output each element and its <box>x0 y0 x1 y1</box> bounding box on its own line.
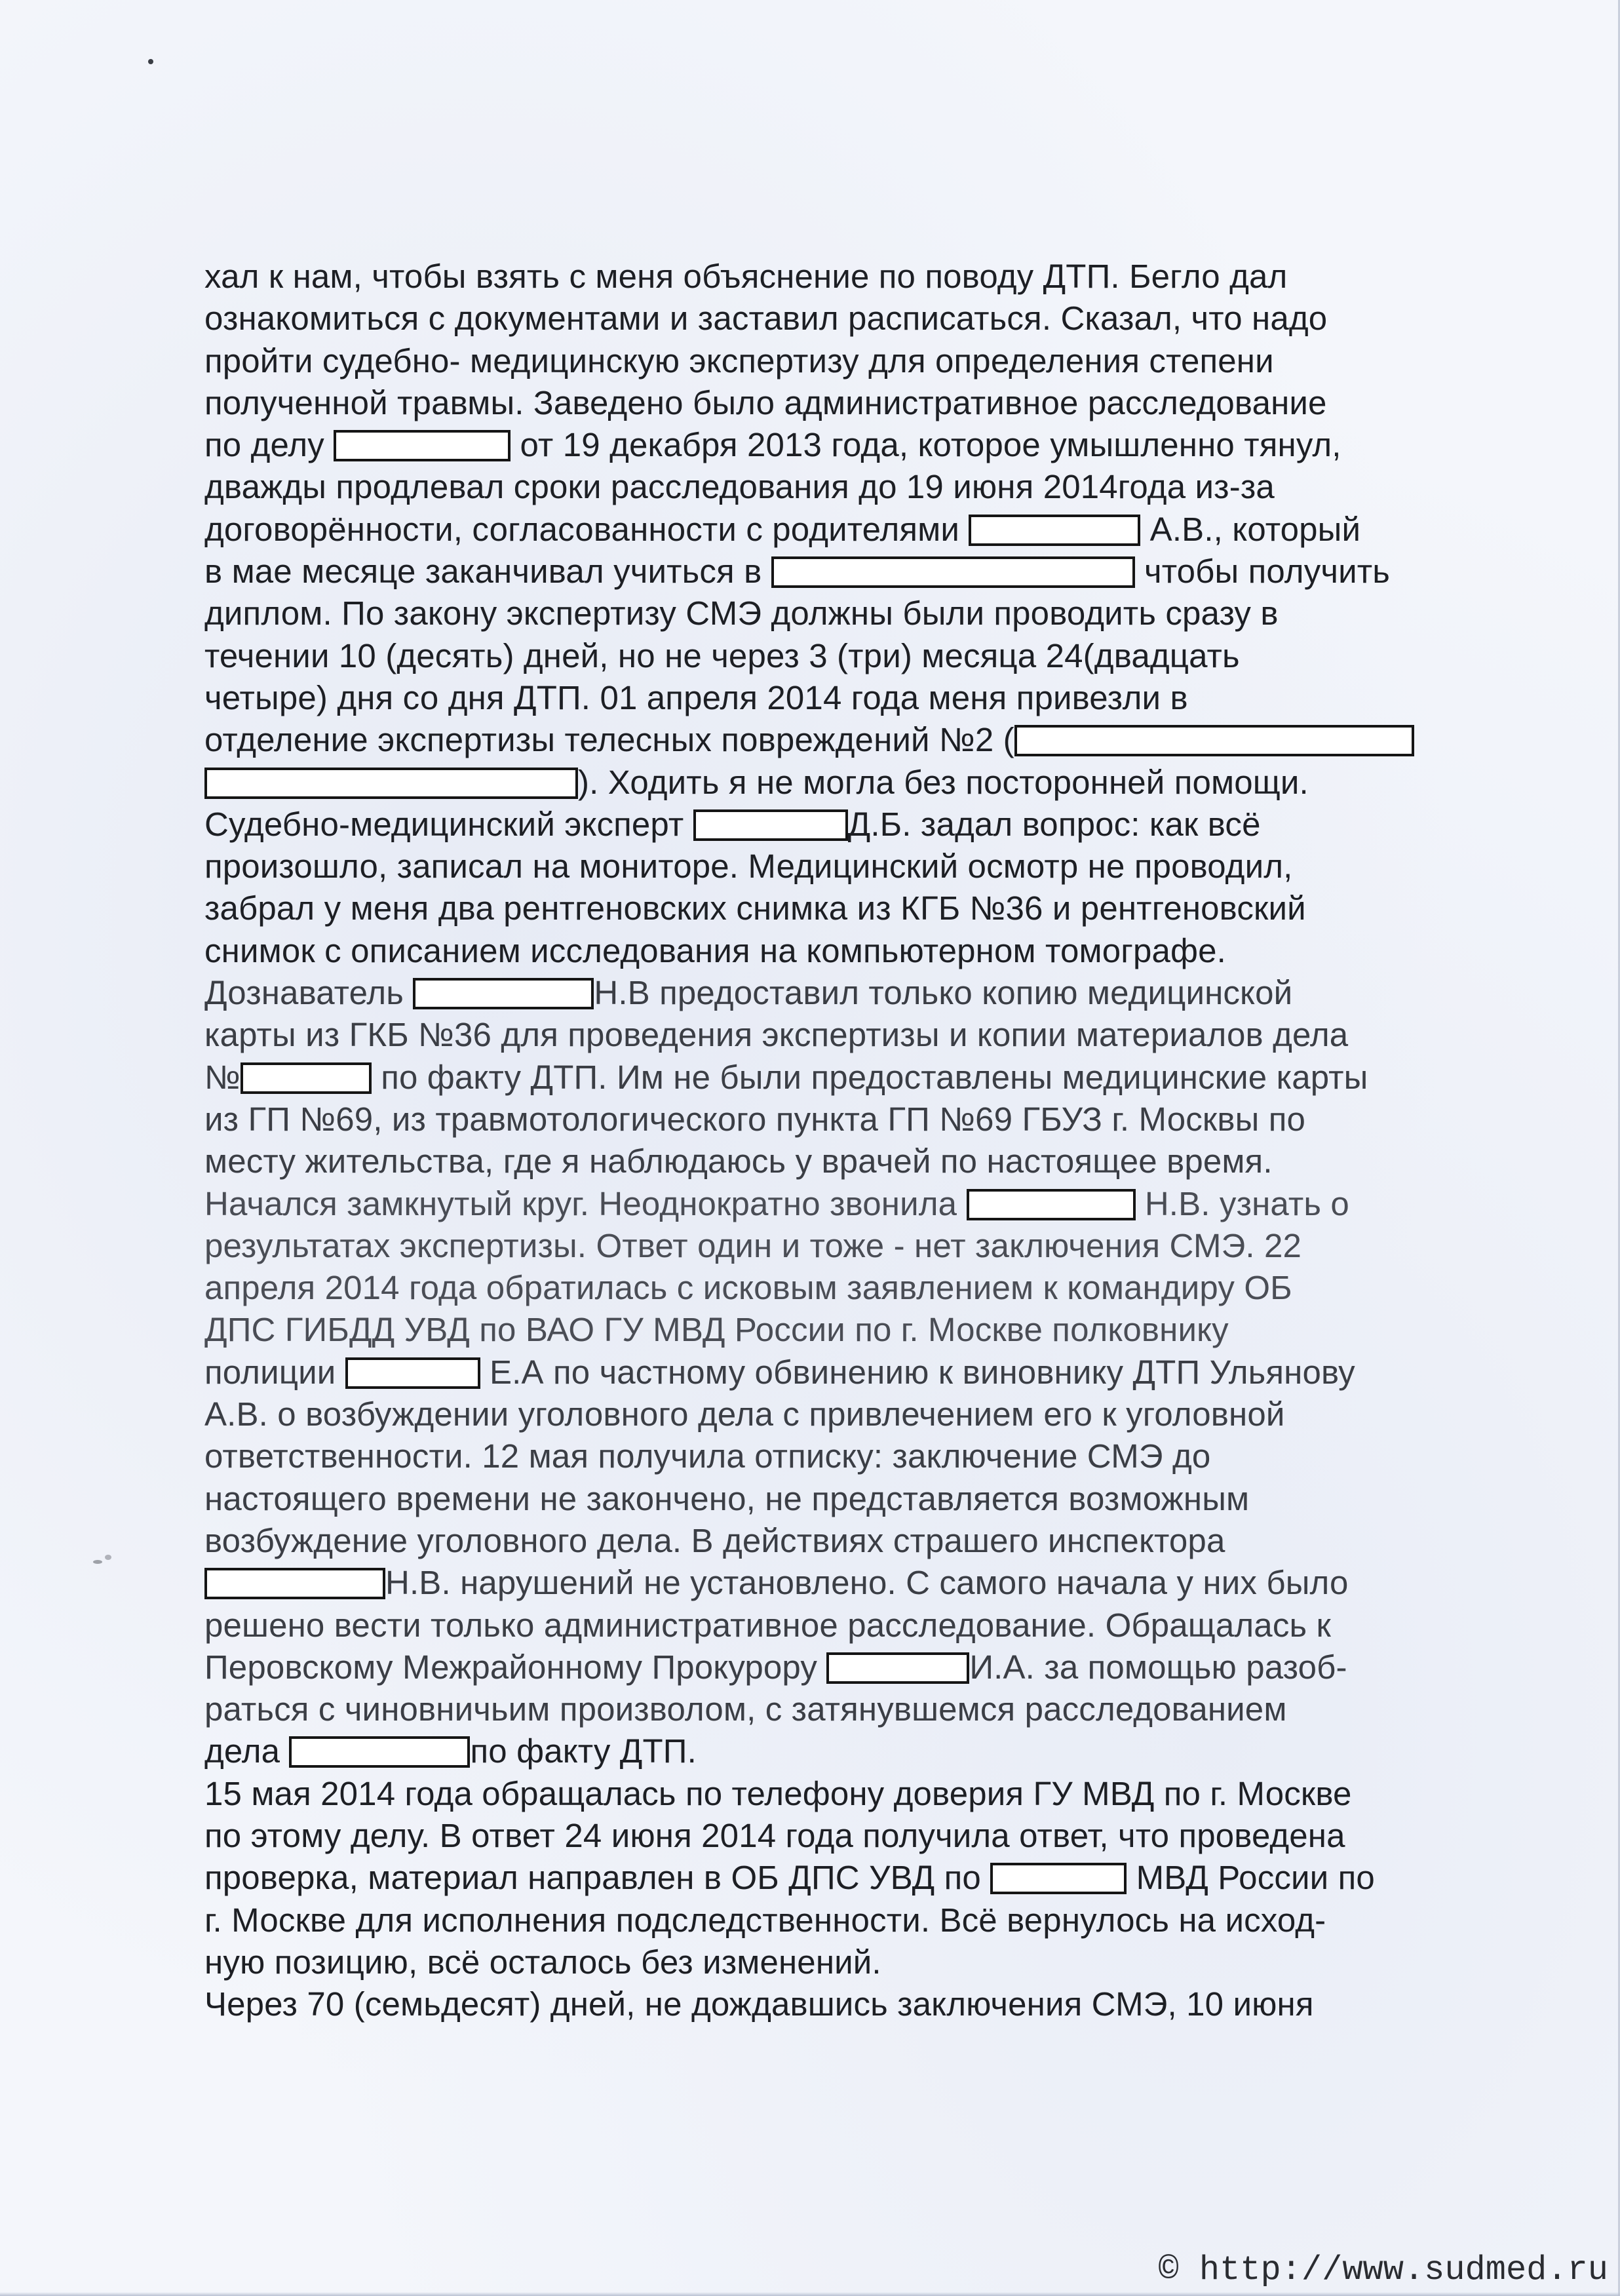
text-segment: договорённости, согласованности с родителями <box>204 510 969 548</box>
text-segment: дела <box>204 1732 290 1770</box>
text-segment: по факту ДТП. <box>470 1732 697 1770</box>
text-line: произошло, записал на мониторе. Медицинский осмотр не проводил, <box>204 847 1293 885</box>
text-line: ознакомиться с документами и заставил расписаться. Сказал, что надо <box>204 300 1328 338</box>
text-line: полученной травмы. Заведено было административное расследование <box>204 383 1327 421</box>
text-line: ДПС ГИБДД УВД по ВАО ГУ МВД России по г. Москве полковнику <box>204 1311 1229 1349</box>
text-segment: в мае месяце заканчивал учиться в <box>204 553 771 591</box>
redaction-box <box>334 430 511 461</box>
text-segment: Е.А по частному обвинению к виновнику ДТП Ульянову <box>480 1353 1355 1391</box>
text-segment: по делу <box>204 426 334 464</box>
text-segment: полиции <box>204 1353 345 1391</box>
text-line: карты из ГКБ №36 для проведения экспертизы и копии материалов дела <box>204 1016 1349 1054</box>
redaction-box <box>969 515 1140 546</box>
text-line <box>204 1646 1515 1688</box>
text-line <box>204 1183 1515 1225</box>
text-line <box>204 424 1515 466</box>
scan-speck <box>93 1560 102 1564</box>
text-segment: от 19 декабря 2013 года, которое умышленно тянул, <box>511 426 1341 464</box>
text-line: по этому делу. В ответ 24 июня 2014 года получила ответ, что проведена <box>204 1816 1345 1854</box>
text-segment: А.В., который <box>1140 510 1361 548</box>
text-line: результатах экспертизы. Ответ один и тоже - нет заключения СМЭ. 22 <box>204 1226 1302 1264</box>
text-segment: чтобы получить <box>1134 553 1390 591</box>
text-line: г. Москве для исполнения подследственности. Всё вернулось на исход- <box>204 1901 1326 1939</box>
text-segment: проверка, материал направлен в ОБ ДПС УВД по <box>204 1859 991 1897</box>
text-segment: Н.В предоставил только копию медицинской <box>594 974 1293 1012</box>
text-line <box>204 804 1515 846</box>
text-line: пройти судебно- медицинскую экспертизу для определения степени <box>204 341 1274 379</box>
text-line: течении 10 (десять) дней, но не через 3 (три) месяца 24(двадцать <box>204 636 1240 674</box>
text-segment: Судебно-медицинский эксперт <box>204 805 693 843</box>
scan-speck <box>148 59 153 64</box>
text-line: решено вести только административное расследование. Обращалась к <box>204 1606 1331 1644</box>
text-line <box>204 1730 1515 1772</box>
redaction-box <box>693 809 848 841</box>
text-line: 15 мая 2014 года обращалась по телефону доверия ГУ МВД по г. Москве <box>204 1774 1352 1812</box>
text-line <box>204 551 1515 593</box>
text-segment: МВД России по <box>1127 1859 1375 1897</box>
text-segment: Дознаватель <box>204 974 414 1012</box>
redaction-box <box>826 1652 969 1684</box>
text-segment: Перовскому Межрайонному Прокурору <box>204 1648 827 1686</box>
text-segment: № <box>204 1058 241 1096</box>
redaction-box <box>967 1189 1136 1220</box>
redaction-box <box>413 978 594 1009</box>
text-segment: И.А. за помощью разоб- <box>969 1648 1347 1686</box>
redaction-box <box>289 1736 470 1768</box>
text-line: ответственности. 12 мая получила отписку: заключение СМЭ до <box>204 1437 1211 1475</box>
text-line: месту жительства, где я наблюдаюсь у врачей по настоящее время. <box>204 1142 1273 1180</box>
redaction-box <box>1014 725 1414 756</box>
redaction-box <box>241 1062 372 1094</box>
text-line: апреля 2014 года обратилась с исковым заявлением к командиру ОБ <box>204 1269 1292 1307</box>
text-line: возбуждение уголовного дела. В действиях страшего инспектора <box>204 1521 1225 1559</box>
text-line: Через 70 (семьдесят) дней, не дождавшись заключения СМЭ, 10 июня <box>204 1985 1314 2023</box>
redaction-box <box>771 556 1135 588</box>
watermark: © http://www.sudmed.ru <box>1158 2251 1608 2289</box>
text-line: раться с чиновничьим произволом, с затянувшемся расследованием <box>204 1690 1287 1728</box>
text-line <box>204 719 1515 761</box>
text-line <box>204 509 1515 551</box>
text-line <box>204 1857 1515 1899</box>
text-line <box>204 1352 1515 1393</box>
scan-speck <box>105 1555 111 1560</box>
scan-bottom-edge <box>0 2292 1620 2296</box>
redaction-box <box>345 1357 480 1389</box>
text-line <box>204 1562 1515 1604</box>
text-line: диплом. По закону экспертизу СМЭ должны были проводить сразу в <box>204 594 1279 632</box>
text-line: забрал у меня два рентгеновских снимка из КГБ №36 и рентгеновский <box>204 889 1306 927</box>
text-segment: Д.Б. задал вопрос: как всё <box>847 805 1261 843</box>
text-segment: отделение экспертизы телесных повреждений №2 ( <box>204 721 1014 759</box>
text-line: ную позицию, всё осталось без изменений. <box>204 1943 881 1981</box>
redaction-box <box>204 1568 385 1599</box>
text-line: дважды продлевал сроки расследования до 19 июня 2014года из-за <box>204 468 1275 506</box>
text-line <box>204 972 1515 1014</box>
redaction-box <box>204 768 578 799</box>
document-body <box>204 256 1515 2025</box>
text-line: снимок с описанием исследования на компьютерном томографе. <box>204 931 1226 969</box>
text-segment: Начался замкнутый круг. Неоднократно звонила <box>204 1184 967 1222</box>
text-segment: Н.В. узнать о <box>1135 1184 1349 1222</box>
text-line: А.В. о возбуждении уголовного дела с привлечением его к уголовной <box>204 1395 1285 1433</box>
text-line <box>204 1057 1515 1099</box>
redaction-box <box>990 1863 1127 1894</box>
text-line: из ГП №69, из травмотологического пункта ГП №69 ГБУЗ г. Москвы по <box>204 1100 1306 1138</box>
text-line: хал к нам, чтобы взять с меня объяснение по поводу ДТП. Бегло дал <box>204 258 1288 295</box>
text-line: настоящего времени не закончено, не представляется возможным <box>204 1479 1250 1517</box>
text-line: четыре) дня со дня ДТП. 01 апреля 2014 года меня привезли в <box>204 678 1188 716</box>
text-segment: по факту ДТП. Им не были предоставлены медицинские карты <box>371 1058 1368 1096</box>
text-line <box>204 762 1515 804</box>
text-segment: ). Ходить я не могла без посторонней помощи. <box>578 763 1309 801</box>
text-segment: Н.В. нарушений не установлено. С самого начала у них было <box>385 1564 1349 1602</box>
